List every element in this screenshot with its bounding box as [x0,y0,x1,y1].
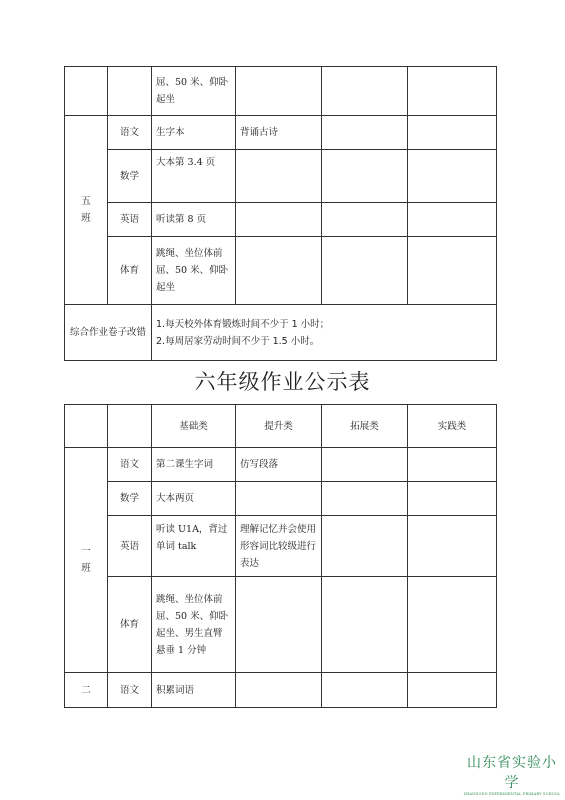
basic-cell: 积累词语 [152,673,236,708]
extend-cell [322,673,408,708]
table-row [65,67,497,116]
basic-cell: 屈、50 米、仰卧起坐 [152,67,236,116]
class-cell [65,67,108,116]
practice-cell [408,516,497,577]
subject-cell: 语文 [108,673,152,708]
summary-line-1: 1.每天校外体育锻炼时间不少于 1 小时； [156,318,330,330]
extend-cell [322,577,408,673]
header-row [65,405,497,448]
extend-cell [322,203,408,237]
subject-cell: 数学 [108,482,152,516]
practice-cell [408,577,497,673]
class-label-text: 一 班 [81,546,91,574]
basic-cell: 大本第 3.4 页 [152,150,236,203]
class-label-1 [65,448,108,673]
school-logo [463,752,561,796]
extend-cell [322,237,408,305]
improve-cell [236,67,322,116]
basic-cell: 听读第 8 页 [152,203,236,237]
improve-cell [236,237,322,305]
subject-cell: 体育 [108,237,152,305]
basic-cell: 生字本 [152,116,236,150]
table-row [65,448,497,482]
extend-cell [322,67,408,116]
improve-cell [236,203,322,237]
extend-cell [322,516,408,577]
homework-table-grade5 [64,66,497,361]
practice-cell [408,150,497,203]
header-practice: 实践类 [408,405,497,448]
extend-cell [322,482,408,516]
header-subject [108,405,152,448]
practice-cell [408,203,497,237]
summary-line-2: 2.每周居家劳动时间不少于 1.5 小时。 [156,335,320,347]
basic-cell: 大本两页 [152,482,236,516]
improve-cell: 理解记忆并会使用形容词比较级进行表达 [236,516,322,577]
improve-cell [236,673,322,708]
subject-cell: 体育 [108,577,152,673]
logo-text-cn: 山东省实验小学 [467,755,557,791]
extend-cell [322,448,408,482]
improve-cell [236,482,322,516]
basic-cell: 跳绳、坐位体前屈、50 米、仰卧起坐、男生直臂悬垂 1 分钟 [152,577,236,673]
improve-cell: 仿写段落 [236,448,322,482]
logo-text-en: SHANDONG EXPERIMENTAL PRIMARY SCHOOL [463,792,561,796]
header-basic: 基础类 [152,405,236,448]
subject-cell: 数学 [108,150,152,203]
header-class [65,405,108,448]
header-improve: 提升类 [236,405,322,448]
header-extend: 拓展类 [322,405,408,448]
basic-cell: 跳绳、坐位体前屈、50 米、仰卧起坐 [152,237,236,305]
table-row [65,577,497,673]
subject-cell: 英语 [108,516,152,577]
page-title: 六年级作业公示表 [194,370,371,394]
table-row [65,116,497,150]
improve-cell [236,150,322,203]
table-row [65,516,497,577]
improve-cell [236,577,322,673]
basic-cell: 听读 U1A，背过单词 talk [152,516,236,577]
table-row [65,673,497,708]
table-row [65,203,497,237]
practice-cell [408,237,497,305]
summary-row [65,305,497,361]
subject-cell: 英语 [108,203,152,237]
summary-notes [152,305,497,361]
practice-cell [408,482,497,516]
subject-cell: 语文 [108,448,152,482]
extend-cell [322,150,408,203]
class-label-2: 二 [65,673,108,708]
practice-cell [408,67,497,116]
class-label-text: 五 班 [81,196,91,224]
table-row [65,482,497,516]
summary-label: 综合作业卷子改错 [65,305,152,361]
subject-cell [108,67,152,116]
basic-cell: 第二课生字词 [152,448,236,482]
extend-cell [322,116,408,150]
table-row [65,150,497,203]
practice-cell [408,116,497,150]
improve-cell: 背诵古诗 [236,116,322,150]
homework-table-grade6 [64,404,497,708]
class-label-5 [65,116,108,305]
practice-cell [408,673,497,708]
subject-cell: 语文 [108,116,152,150]
table-row [65,237,497,305]
practice-cell [408,448,497,482]
